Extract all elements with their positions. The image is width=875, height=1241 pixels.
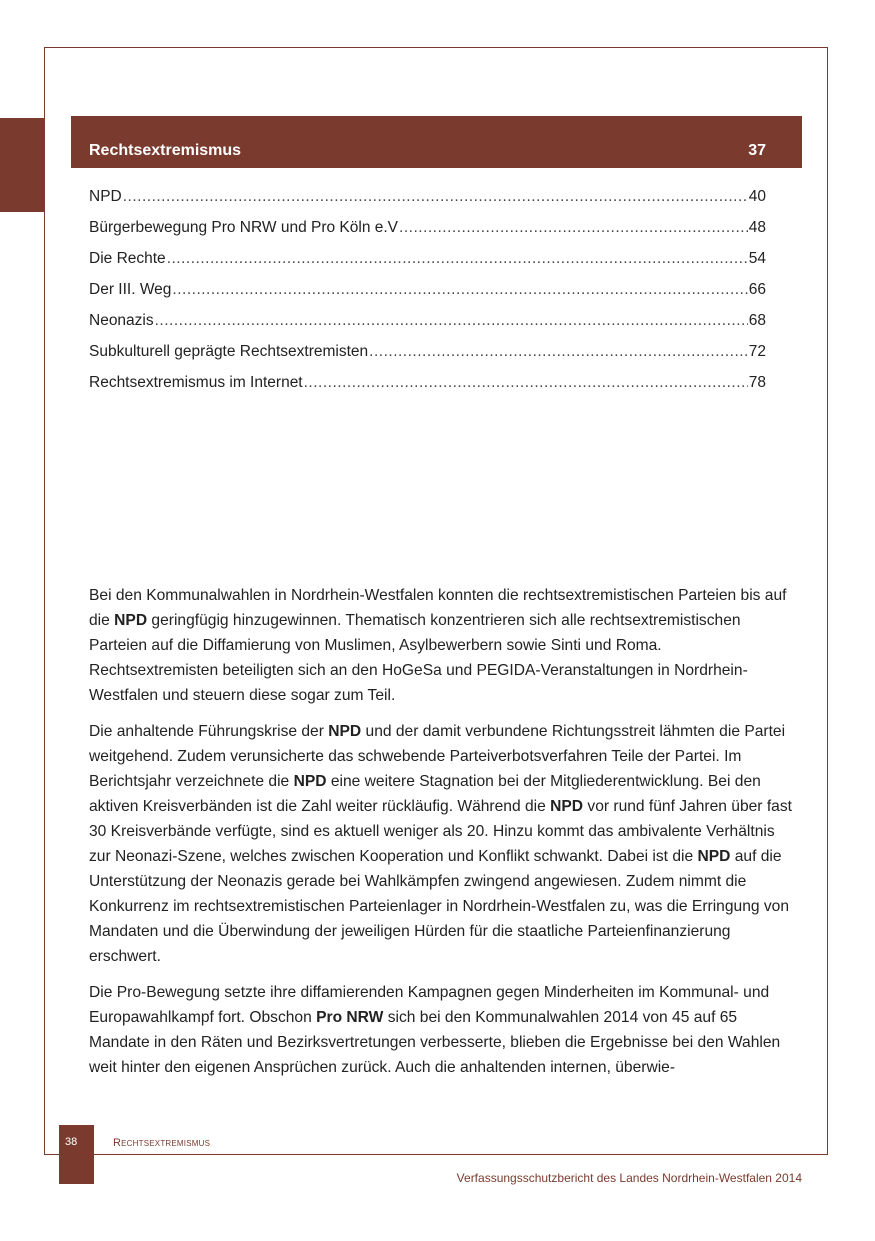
toc-label: Bürgerbewegung Pro NRW und Pro Köln e.V (89, 219, 399, 236)
toc-leader (304, 374, 748, 392)
footer-section-title: Rechtsextremismus (113, 1137, 211, 1149)
toc-entry[interactable] (89, 188, 766, 219)
footer-report-title: Verfassungsschutzbericht des Landes Nordrhein-Westfalen 2014 (456, 1171, 802, 1185)
toc-entry[interactable] (89, 281, 766, 312)
toc-label: Neonazis (89, 312, 154, 329)
toc-page: 48 (748, 219, 766, 236)
toc-page: 68 (748, 312, 766, 329)
toc-leader (399, 219, 748, 237)
section-title: Rechtsextremismus (89, 142, 242, 159)
toc-page: 40 (748, 188, 766, 205)
paragraph-2: Die anhaltende Führungskrise der NPD und der damit verbundene Richtungsstreit lähmten die Partei weitgehend. Zudem verunsicherte das schwebende Parteiverbotsverfahren Teile der Partei. Im Berichtsjahr verzeichnete die NPD eine weitere Stagnation bei der Mitgliederentwicklung. Bei den aktiven Kreisverbänden ist die Zahl weiter rückläufig. Während die NPD vor rund fünf Jahren über fast 30 Kreisverbände verfügte, sind es aktuell weniger als 20. Hinzu kommt das ambivalente Verhältnis zur Neonazi-Szene, welches zwischen Kooperation und Konflikt schwankt. Dabei ist die NPD auf die Unterstützung der Neonazis gerade bei Wahlkämpfen zwingend angewiesen. Zudem nimmt die Konkurrenz im rechtsextremistischen Parteienlager in Nordrhein-Westfalen zu, was die Erringung von Mandaten und die Überwindung der jeweiligen Hürden für die staatliche Parteienfinanzierung erschwert. (89, 723, 792, 965)
toc-leader (369, 343, 748, 361)
toc-entry[interactable] (89, 250, 766, 281)
toc-leader (167, 250, 748, 268)
toc-label: NPD (89, 188, 122, 205)
toc-page: 72 (748, 343, 766, 360)
toc-leader (172, 281, 747, 299)
toc-leader (155, 312, 748, 330)
toc-page: 78 (748, 374, 766, 391)
toc-page: 54 (748, 250, 766, 267)
section-header (71, 116, 802, 168)
toc-entry[interactable] (89, 343, 766, 374)
toc-label: Der III. Weg (89, 281, 172, 298)
toc-page: 66 (748, 281, 766, 298)
footer-page-number: 38 (65, 1136, 78, 1148)
section-page: 37 (748, 142, 766, 159)
toc-entry[interactable] (89, 374, 766, 405)
paragraph-1: Bei den Kommunalwahlen in Nordrhein-Westfalen konnten die rechtsextremistischen Parteien bis auf die NPD geringfügig hinzugewinnen. Thematisch konzentrieren sich alle rechtsextremistischen Parteien auf die Diffamierung von Muslimen, Asylbewerbern sowie Sinti und Roma. Rechtsextremisten beteiligten sich an den HoGeSa und PEGIDA-Veranstaltungen in Nordrhein-Westfalen und steuern diese sogar zum Teil. (89, 587, 787, 704)
table-of-contents (89, 188, 766, 405)
paragraph-3: Die Pro-Bewegung setzte ihre diffamierenden Kampagnen gegen Minderheiten im Kommunal- und Europawahlkampf fort. Obschon Pro NRW sich bei den Kommunalwahlen 2014 von 45 auf 65 Mandate in den Räten und Bezirksvertretungen verbesserte, blieben die Ergebnisse bei den Wahlen weit hinter den eigenen Ansprüchen zurück. Auch die anhaltenden internen, überwie- (89, 984, 781, 1076)
chapter-tab (0, 118, 44, 212)
toc-leader (123, 188, 748, 206)
toc-label: Subkulturell geprägte Rechtsextremisten (89, 343, 369, 360)
toc-label: Rechtsextremismus im Internet (89, 374, 303, 391)
footer-page-box (59, 1125, 94, 1184)
toc-entry[interactable] (89, 312, 766, 343)
toc-label: Die Rechte (89, 250, 166, 267)
toc-entry[interactable] (89, 219, 766, 250)
body-text (89, 583, 794, 1091)
